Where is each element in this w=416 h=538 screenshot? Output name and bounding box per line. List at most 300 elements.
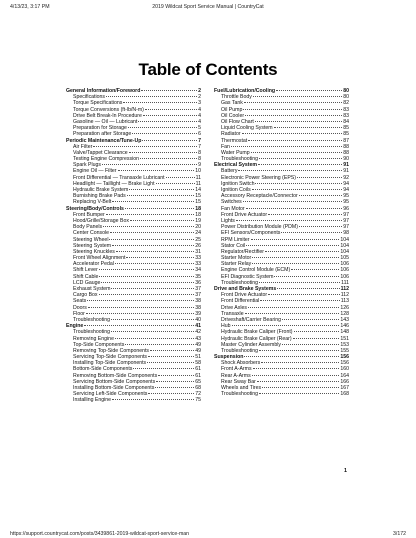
toc-entry-page: 61 bbox=[195, 372, 201, 379]
toc-entry-title: Shock Absorbers bbox=[221, 360, 261, 367]
dot-leader bbox=[84, 325, 194, 326]
dot-leader bbox=[282, 319, 339, 320]
toc-entry-title: Hood/Grille/Storage Box bbox=[73, 217, 129, 224]
dot-leader bbox=[294, 331, 340, 332]
toc-entry-title: Water Pump bbox=[221, 149, 250, 156]
toc-entry-page: 4 bbox=[198, 118, 201, 125]
toc-entry-page: 75 bbox=[195, 397, 201, 404]
dot-leader bbox=[253, 368, 340, 369]
dot-leader bbox=[140, 158, 197, 159]
toc-entry-page: 14 bbox=[195, 187, 201, 193]
dot-leader bbox=[109, 239, 194, 240]
toc-entry-title: Regulator/Rectifier bbox=[221, 248, 264, 255]
dot-leader bbox=[248, 307, 339, 308]
toc-entry-title: Specifications bbox=[73, 94, 106, 101]
toc-entry-title: Air Filter bbox=[73, 143, 93, 150]
toc-entry-page: 113 bbox=[340, 298, 349, 305]
dot-leader bbox=[245, 115, 342, 116]
toc-entry-page: 97 bbox=[343, 217, 349, 224]
dot-leader bbox=[244, 356, 339, 357]
toc-entry-page: 95 bbox=[343, 193, 349, 200]
toc-entry-page: 83 bbox=[343, 112, 349, 119]
toc-column-right bbox=[214, 88, 349, 397]
toc-entry-page: 153 bbox=[340, 341, 349, 348]
dot-leader bbox=[116, 251, 194, 252]
toc-entry-title: Front Drive Actuator bbox=[221, 211, 268, 218]
toc-entry-title: Ignition Coils bbox=[221, 187, 251, 193]
toc-entry-page: 90 bbox=[343, 156, 349, 163]
toc-entry-page: 84 bbox=[343, 118, 349, 125]
toc-entry-page: 38 bbox=[195, 304, 201, 311]
print-page-title: 2019 Wildcat Sport Service Manual | CountryCat bbox=[152, 4, 264, 10]
toc-entry-title: Oil Flow Chart bbox=[221, 118, 254, 125]
toc-entry-page: 2 bbox=[198, 88, 201, 94]
toc-entry-title: Periodic Maintenance/Tune-Up bbox=[66, 137, 142, 144]
dot-leader bbox=[130, 220, 194, 221]
toc-entry-title: Steering System bbox=[73, 242, 112, 249]
toc-entry-page: 143 bbox=[340, 316, 349, 323]
dot-leader bbox=[115, 338, 194, 339]
toc-entry-page: 91 bbox=[343, 162, 349, 169]
toc-entry-title: Removing Bottom-Side Components bbox=[73, 372, 158, 379]
dot-leader bbox=[99, 269, 194, 270]
toc-entry-page: 38 bbox=[195, 298, 201, 305]
toc-entry-page: 7 bbox=[198, 143, 201, 150]
toc-entry-page: 146 bbox=[340, 323, 349, 330]
toc-entry-title: Troubleshooting bbox=[221, 279, 259, 286]
dot-leader bbox=[143, 115, 197, 116]
toc-entry-title: Exhaust System bbox=[73, 286, 111, 292]
toc-entry-page: 94 bbox=[343, 180, 349, 187]
dot-leader bbox=[238, 170, 342, 171]
dot-leader bbox=[274, 127, 343, 128]
toc-entry-page: 18 bbox=[195, 205, 201, 212]
dot-leader bbox=[252, 257, 339, 258]
toc-entry-page: 65 bbox=[195, 378, 201, 385]
toc-entry-page: 104 bbox=[340, 248, 349, 255]
toc-entry-title: Accelerator Pedal bbox=[73, 261, 114, 268]
toc-entry-page: 106 bbox=[340, 273, 349, 280]
toc-entry-page: 80 bbox=[343, 88, 349, 94]
toc-entry-page: 111 bbox=[341, 279, 349, 286]
dot-leader bbox=[93, 146, 197, 147]
toc-entry-title: Troubleshooting bbox=[221, 391, 259, 398]
dot-leader bbox=[129, 152, 197, 153]
toc-entry-title: Front Wheel Alignment bbox=[73, 255, 126, 262]
dot-leader bbox=[261, 362, 339, 363]
dot-leader bbox=[260, 300, 339, 301]
toc-entry-title: Suspension bbox=[214, 354, 244, 361]
toc-entry-page: 98 bbox=[343, 230, 349, 237]
toc-entry-page: 80 bbox=[343, 94, 349, 101]
dot-leader bbox=[259, 350, 339, 351]
toc-entry-title: Fuel/Lubrication/Cooling bbox=[214, 88, 276, 94]
toc-entry-title: Bottom-Side Components bbox=[73, 366, 133, 373]
toc-column-left bbox=[66, 88, 201, 404]
toc-entry-title: Replacing V-Belt bbox=[73, 199, 112, 206]
toc-entry-title: Accessory Receptacle/Connector bbox=[221, 193, 298, 200]
toc-entry-title: Front A-Arms bbox=[221, 366, 252, 373]
toc-entry-page: 106 bbox=[340, 267, 349, 274]
toc-entry-page: 9 bbox=[198, 162, 201, 169]
dot-leader bbox=[129, 189, 194, 190]
dot-leader bbox=[281, 232, 342, 233]
toc-entry-page: 15 bbox=[195, 193, 201, 200]
dot-leader bbox=[123, 102, 197, 103]
dot-leader bbox=[101, 282, 194, 283]
dot-leader bbox=[156, 381, 194, 382]
toc-entry-page: 155 bbox=[340, 347, 349, 354]
toc-entry-page: 39 bbox=[195, 310, 201, 317]
dot-leader bbox=[231, 146, 342, 147]
dot-leader bbox=[262, 387, 339, 388]
dot-leader bbox=[99, 294, 195, 295]
toc-entry-title: Torque Conversions (ft-lb/N-m) bbox=[73, 106, 144, 113]
dot-leader bbox=[268, 294, 340, 295]
toc-entry-page: 148 bbox=[340, 329, 349, 336]
toc-entry-title: Body Panels bbox=[73, 224, 103, 231]
toc-entry-title: Testing Engine Compression bbox=[73, 156, 140, 163]
toc-entry-title: Hub bbox=[221, 323, 231, 330]
toc-entry-title: Cargo Box bbox=[73, 292, 98, 299]
dot-leader bbox=[86, 313, 194, 314]
dot-leader bbox=[244, 102, 342, 103]
toc-entry-title: Starter Relay bbox=[221, 261, 252, 268]
dot-leader bbox=[257, 381, 339, 382]
toc-entry-page: 6 bbox=[198, 131, 201, 138]
toc-entry-title: Steering Knuckles bbox=[73, 248, 115, 255]
toc-entry-title: Shift Cable bbox=[73, 273, 99, 280]
dot-leader bbox=[111, 288, 194, 289]
toc-entry-title: Removing Top-Side Components bbox=[73, 347, 150, 354]
toc-entry-title: Transaxle bbox=[221, 310, 244, 317]
toc-entry-page: 87 bbox=[343, 137, 349, 144]
dot-leader bbox=[115, 263, 194, 264]
toc-entry-title: Engine Control Module (ECM) bbox=[221, 267, 291, 274]
toc-entry-title: Doors bbox=[73, 304, 87, 311]
toc-entry-page: 68 bbox=[195, 385, 201, 391]
dot-leader bbox=[141, 90, 197, 91]
dot-leader bbox=[245, 313, 340, 314]
toc-entry-page: 4 bbox=[198, 106, 201, 113]
toc-entry-page: 167 bbox=[340, 385, 349, 391]
toc-entry bbox=[66, 397, 201, 403]
toc-entry bbox=[214, 391, 349, 397]
dot-leader bbox=[148, 393, 194, 394]
dot-leader bbox=[133, 368, 194, 369]
toc-entry-page: 104 bbox=[340, 242, 349, 249]
dot-leader bbox=[259, 282, 340, 283]
dot-leader bbox=[246, 208, 343, 209]
toc-entry-page: 25 bbox=[195, 236, 201, 243]
toc-entry-page: 85 bbox=[343, 131, 349, 138]
toc-entry-title: LCD Gauge bbox=[73, 279, 101, 286]
toc-entry-page: 112 bbox=[340, 286, 349, 292]
dot-leader bbox=[106, 214, 195, 215]
dot-leader bbox=[299, 226, 342, 227]
toc-entry-title: Oil Cooler bbox=[221, 112, 245, 119]
toc-entry-page: 128 bbox=[340, 310, 349, 317]
dot-leader bbox=[276, 90, 342, 91]
toc-entry-page: 104 bbox=[340, 236, 349, 243]
dot-leader bbox=[106, 96, 197, 97]
dot-leader bbox=[150, 350, 194, 351]
toc-entry-page: 26 bbox=[195, 242, 201, 249]
toc-entry-page: 51 bbox=[195, 354, 201, 361]
toc-entry-title: Seats bbox=[73, 298, 87, 305]
dot-leader bbox=[118, 170, 195, 171]
dot-leader bbox=[242, 133, 343, 134]
toc-entry-title: Front Bumper bbox=[73, 211, 105, 218]
toc-entry-title: Battery bbox=[221, 168, 238, 175]
toc-entry-page: 20 bbox=[195, 224, 201, 231]
toc-entry-page: 85 bbox=[343, 125, 349, 132]
toc-entry-title: Wheels and Tires bbox=[221, 385, 262, 391]
toc-entry-title: Shift Lever bbox=[73, 267, 98, 274]
toc-entry-title: Drive and Brake Systems bbox=[214, 286, 277, 292]
dot-leader bbox=[277, 288, 339, 289]
toc-entry-page: 164 bbox=[340, 372, 349, 379]
dot-leader bbox=[251, 239, 340, 240]
print-datetime: 4/13/23, 3:17 PM bbox=[10, 4, 50, 10]
toc-entry-page: 166 bbox=[340, 378, 349, 385]
toc-entry-title: Throttle Body bbox=[221, 94, 252, 101]
toc-entry-page: 5 bbox=[198, 125, 201, 132]
toc-entry-title: RPM Limiter bbox=[221, 236, 250, 243]
toc-entry-page: 97 bbox=[343, 224, 349, 231]
toc-entry-page: 49 bbox=[195, 341, 201, 348]
toc-entry-page: 156 bbox=[340, 360, 349, 367]
dot-leader bbox=[243, 201, 342, 202]
toc-entry-title: Top-Side Components bbox=[73, 341, 125, 348]
toc-entry-page: 8 bbox=[198, 156, 201, 163]
dot-leader bbox=[138, 121, 197, 122]
toc-entry-title: Stator Coil bbox=[221, 242, 246, 249]
toc-entry-page: 96 bbox=[343, 205, 349, 212]
dot-leader bbox=[128, 127, 197, 128]
dot-leader bbox=[252, 375, 340, 376]
dot-leader bbox=[258, 164, 342, 165]
toc-entry-page: 88 bbox=[343, 143, 349, 150]
dot-leader bbox=[232, 325, 340, 326]
toc-entry-title: Front Differential bbox=[221, 298, 260, 305]
toc-entry-title: Installing Top-Side Components bbox=[73, 360, 147, 367]
toc-entry-page: 33 bbox=[195, 261, 201, 268]
toc-entry-page: 33 bbox=[195, 255, 201, 262]
toc-entry-title: Floor bbox=[73, 310, 85, 317]
toc-entry-title: Installing Bottom-Side Components bbox=[73, 385, 155, 391]
toc-entry-title: Hydraulic Brake Caliper (Rear) bbox=[221, 335, 292, 342]
dot-leader bbox=[293, 338, 340, 339]
toc-entry-page: 112 bbox=[340, 292, 349, 299]
toc-entry-title: Oil Pump bbox=[221, 106, 243, 113]
toc-entry-page: 34 bbox=[195, 267, 201, 274]
toc-entry-page: 19 bbox=[195, 217, 201, 224]
dot-leader bbox=[87, 300, 194, 301]
toc-entry-page: 88 bbox=[343, 149, 349, 156]
toc-entry-page: 156 bbox=[340, 354, 349, 361]
dot-leader bbox=[236, 220, 342, 221]
toc-entry-title: Engine Oil — Filter bbox=[73, 168, 117, 175]
toc-entry-page: 8 bbox=[198, 149, 201, 156]
toc-entry-title: Lights bbox=[221, 217, 235, 224]
dot-leader bbox=[252, 189, 343, 190]
toc-entry-title: Gas Tank bbox=[221, 100, 243, 107]
toc-entry-title: Gasoline — Oil — Lubricant bbox=[73, 118, 138, 125]
dot-leader bbox=[148, 356, 194, 357]
toc-entry-title: Preparation after Storage bbox=[73, 131, 132, 138]
toc-entry-page: 24 bbox=[195, 230, 201, 237]
dot-leader bbox=[259, 393, 339, 394]
toc-entry-page: 82 bbox=[343, 100, 349, 107]
toc-entry-title: Fan bbox=[221, 143, 230, 150]
toc-entry-page: 11 bbox=[195, 174, 201, 181]
toc-entry-page: 4 bbox=[198, 112, 201, 119]
dot-leader bbox=[259, 158, 342, 159]
dot-leader bbox=[248, 140, 342, 141]
dot-leader bbox=[265, 251, 339, 252]
toc-entry-page: 94 bbox=[343, 187, 349, 193]
document-page-number: 1 bbox=[344, 468, 347, 474]
toc-entry-page: 72 bbox=[195, 391, 201, 398]
dot-leader bbox=[255, 183, 342, 184]
toc-entry-title: Troubleshooting bbox=[221, 347, 259, 354]
toc-entry-title: Master Cylinder Assembly bbox=[221, 341, 281, 348]
toc-entry-page: 160 bbox=[340, 366, 349, 373]
print-page-count: 3/172 bbox=[393, 531, 406, 537]
dot-leader bbox=[291, 269, 339, 270]
toc-entry-title: Liquid Cooling System bbox=[221, 125, 273, 132]
toc-entry-title: Power Distribution Module (PDM) bbox=[221, 224, 298, 231]
toc-entry-page: 49 bbox=[195, 347, 201, 354]
toc-entry-title: Servicing Left-Side Components bbox=[73, 391, 148, 398]
toc-entry-title: Hydraulic Brake Caliper (Front) bbox=[221, 329, 293, 336]
toc-entry-page: 61 bbox=[195, 366, 201, 373]
toc-entry-page: 95 bbox=[343, 199, 349, 206]
toc-entry-title: Center Console bbox=[73, 230, 110, 237]
toc-entry-title: Valve/Tappet Clearance bbox=[73, 149, 128, 156]
dot-leader bbox=[145, 109, 197, 110]
toc-entry-page: 40 bbox=[195, 316, 201, 323]
toc-entry-page: 92 bbox=[343, 174, 349, 181]
toc-entry-page: 15 bbox=[195, 199, 201, 206]
dot-leader bbox=[88, 307, 194, 308]
dot-leader bbox=[112, 201, 194, 202]
dot-leader bbox=[142, 140, 197, 141]
toc-entry-title: Front Differential — Transaxle Lubricant bbox=[73, 174, 165, 181]
dot-leader bbox=[253, 96, 342, 97]
toc-entry-page: 106 bbox=[340, 261, 349, 268]
dot-leader bbox=[103, 226, 194, 227]
toc-entry-title: Troubleshooting bbox=[221, 156, 259, 163]
dot-leader bbox=[112, 245, 194, 246]
dot-leader bbox=[299, 195, 343, 196]
toc-entry-title: Troubleshooting bbox=[73, 316, 111, 323]
toc-entry-title: Headlight — Taillight — Brake Light bbox=[73, 180, 155, 187]
toc-entry-page: 43 bbox=[195, 335, 201, 342]
dot-leader bbox=[155, 387, 194, 388]
toc-entry-page: 126 bbox=[340, 304, 349, 311]
toc-entry-title: Spark Plugs bbox=[73, 162, 101, 169]
dot-leader bbox=[251, 152, 343, 153]
dot-leader bbox=[255, 121, 342, 122]
toc-entry-page: 11 bbox=[195, 180, 201, 187]
toc-entry-page: 168 bbox=[340, 391, 349, 398]
dot-leader bbox=[99, 276, 194, 277]
dot-leader bbox=[297, 177, 342, 178]
toc-entry-page: 10 bbox=[195, 168, 201, 175]
dot-leader bbox=[274, 276, 339, 277]
toc-entry-title: Removing Engine bbox=[73, 335, 114, 342]
toc-entry-title: EFI Sensors/Components bbox=[221, 230, 281, 237]
toc-entry-page: 37 bbox=[195, 292, 201, 299]
toc-entry-title: Rear Sway Bar bbox=[221, 378, 256, 385]
toc-entry-title: Thermostat bbox=[221, 137, 248, 144]
toc-entry-page: 91 bbox=[343, 168, 349, 175]
toc-entry-title: Installing Engine bbox=[73, 397, 112, 404]
dot-leader bbox=[111, 331, 194, 332]
toc-entry-title: Drive Axles bbox=[221, 304, 247, 311]
dot-leader bbox=[282, 344, 339, 345]
toc-entry-page: 97 bbox=[343, 211, 349, 218]
toc-entry-title: Servicing Bottom-Side Components bbox=[73, 378, 156, 385]
dot-leader bbox=[110, 232, 194, 233]
toc-entry-page: 105 bbox=[340, 255, 349, 262]
toc-entry-title: Servicing Top-Side Components bbox=[73, 354, 148, 361]
page-title: Table of Contents bbox=[138, 60, 278, 79]
dot-leader bbox=[156, 183, 195, 184]
dot-leader bbox=[111, 319, 194, 320]
toc-entry-title: Starter Motor bbox=[221, 255, 252, 262]
toc-entry-page: 35 bbox=[195, 273, 201, 280]
toc-entry-title: Electrical System bbox=[214, 162, 257, 169]
toc-entry-title: Rear A-Arms bbox=[221, 372, 251, 379]
dot-leader bbox=[252, 263, 339, 264]
toc-entry-title: Switches bbox=[221, 199, 242, 206]
toc-entry-title: Engine bbox=[66, 323, 84, 330]
toc-entry-title: Steering/Body/Controls bbox=[66, 205, 124, 212]
toc-entry-page: 2 bbox=[198, 94, 201, 101]
toc-entry-title: Electronic Power Steering (EPS) bbox=[221, 174, 296, 181]
dot-leader bbox=[268, 214, 342, 215]
toc-entry-title: Burnishing Brake Pads bbox=[73, 193, 126, 200]
toc-entry-title: EFI Diagnostic System bbox=[221, 273, 274, 280]
dot-leader bbox=[112, 399, 194, 400]
dot-leader bbox=[246, 245, 339, 246]
dot-leader bbox=[127, 195, 194, 196]
dot-leader bbox=[147, 362, 194, 363]
toc-entry-page: 18 bbox=[195, 211, 201, 218]
toc-entry-page: 36 bbox=[195, 279, 201, 286]
toc-entry-title: Front Drive Actuator bbox=[221, 292, 268, 299]
toc-entry-title: Fan Motor bbox=[221, 205, 245, 212]
toc-entry-page: 151 bbox=[340, 335, 349, 342]
toc-entry-title: General Information/Foreword bbox=[66, 88, 141, 94]
dot-leader bbox=[125, 208, 194, 209]
toc-entry-title: Torque Specifications bbox=[73, 100, 123, 107]
dot-leader bbox=[125, 344, 194, 345]
dot-leader bbox=[102, 164, 197, 165]
toc-entry-page: 42 bbox=[195, 329, 201, 336]
toc-entry-title: Radiator bbox=[221, 131, 241, 138]
toc-entry-page: 41 bbox=[195, 323, 201, 330]
toc-entry-title: Steering Wheel bbox=[73, 236, 109, 243]
dot-leader bbox=[158, 375, 194, 376]
dot-leader bbox=[243, 109, 342, 110]
toc-entry-title: Hydraulic Brake System bbox=[73, 187, 129, 193]
toc-entry-page: 37 bbox=[195, 286, 201, 292]
toc-entry-title: Preparation for Storage bbox=[73, 125, 127, 132]
